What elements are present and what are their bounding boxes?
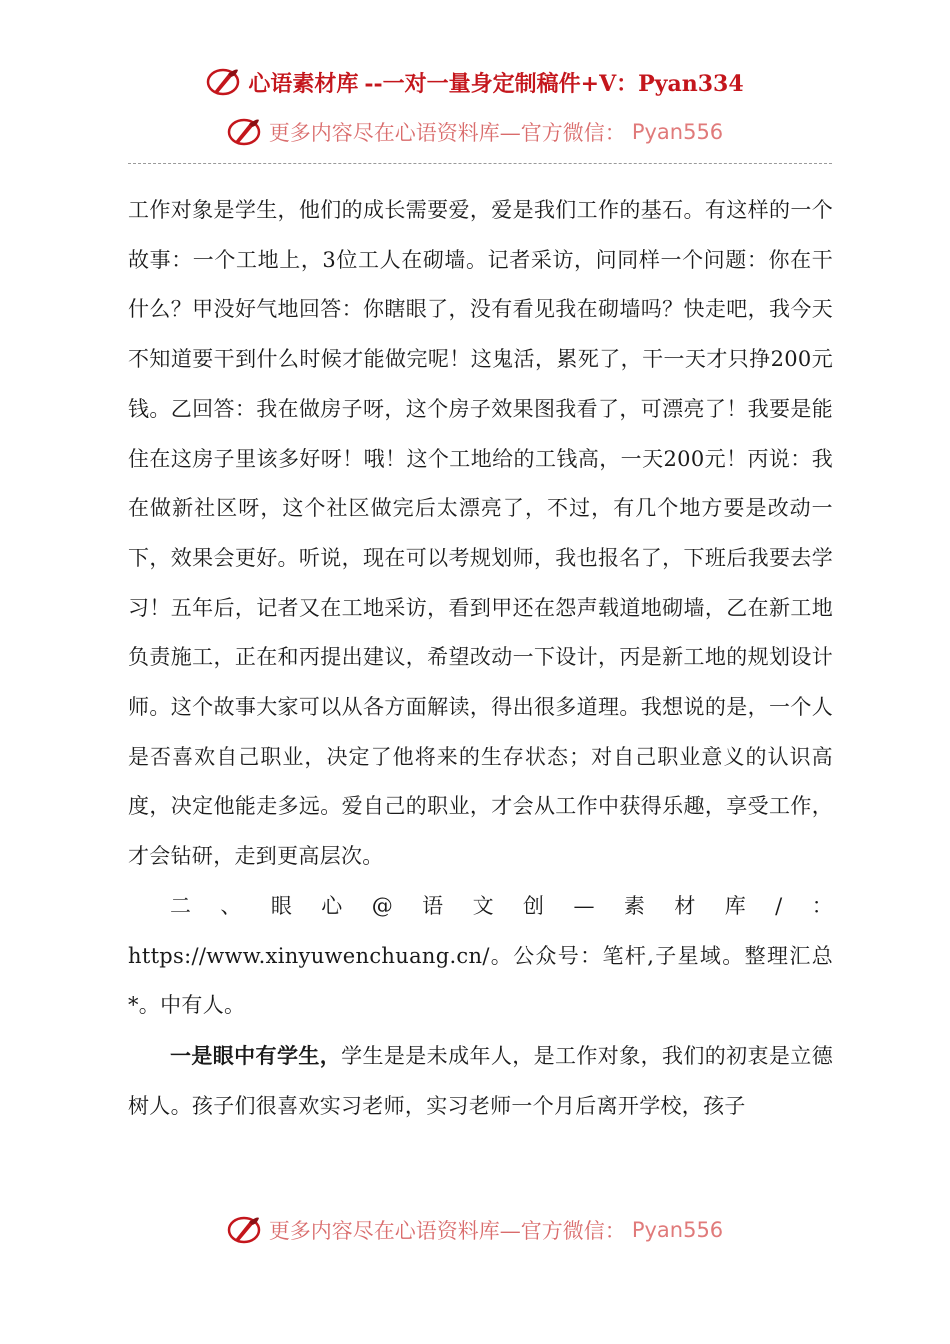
point-one-lead: 一是眼中有学生， (170, 1042, 342, 1068)
document-body (128, 186, 833, 1131)
header-tagline: --一对一量身定制稿件+V：Pyan334 (364, 70, 744, 97)
header-sub-text: 更多内容尽在心语资料库—官方微信： (268, 121, 626, 145)
footer-wechat-id: Pyan556 (631, 1218, 724, 1242)
header-subtitle-line (0, 114, 950, 150)
paragraph-point-one (128, 1031, 833, 1131)
header-brand: 心语素材库 (248, 70, 359, 97)
quill-pen-logo-icon (227, 116, 263, 148)
header-wechat-id: Pyan556 (631, 120, 724, 144)
header-title-line (0, 64, 950, 100)
header-divider (128, 163, 832, 164)
footer-text: 更多内容尽在心语资料库—官方微信： (268, 1219, 626, 1243)
paragraph-story: 工作对象是学生，他们的成长需要爱，爱是我们工作的基石。有这样的一个故事：一个工地上，3位工人在砌墙。记者采访，问同样一个问题：你在干什么？甲没好气地回答：你瞎眼了，没有看见我在砌墙吗？快走吧，我今天不知道要干到什么时候才能做完呢！这鬼活，累死了，干一天才只挣200元钱。乙回答：我在做房子呀，这个房子效果图我看了，可漂亮了！我要是能住在这房子里该多好呀！哦！这个工地给的工钱高，一天200元！丙说：我在做新社区呀，这个社区做完后太漂亮了，不过，有几个地方要是改动一下，效果会更好。听说，现在可以考规划师，我也报名了，下班后我要去学习！五年后，记者又在工地采访，看到甲还在怨声载道地砌墙，乙在新工地负责施工，正在和丙提出建议，希望改动一下设计，丙是新工地的规划设计师。这个故事大家可以从各方面解读，得出很多道理。我想说的是，一个人是否喜欢自己职业，决定了他将来的生存状态；对自己职业意义的认识高度，决定他能走多远。爱自己的职业，才会从工作中获得乐趣，享受工作，才会钻研，走到更高层次。 (128, 198, 833, 869)
point-one-text: 学生是是未成年人，是工作对象，我们的初衷是立德树人。孩子们很喜欢实习老师，实习老师一个月后离开学校，孩子 (128, 1043, 833, 1118)
footer-line (0, 1212, 950, 1248)
quill-pen-logo-icon (227, 1214, 263, 1246)
paragraph-section-two: 二、眼心@语文创—素材库/：https://www.xinyuwenchuang.cn/。公众号：笔杆,子星域。整理汇总*。中有人。 (128, 893, 833, 1018)
quill-pen-logo-icon (206, 66, 242, 98)
